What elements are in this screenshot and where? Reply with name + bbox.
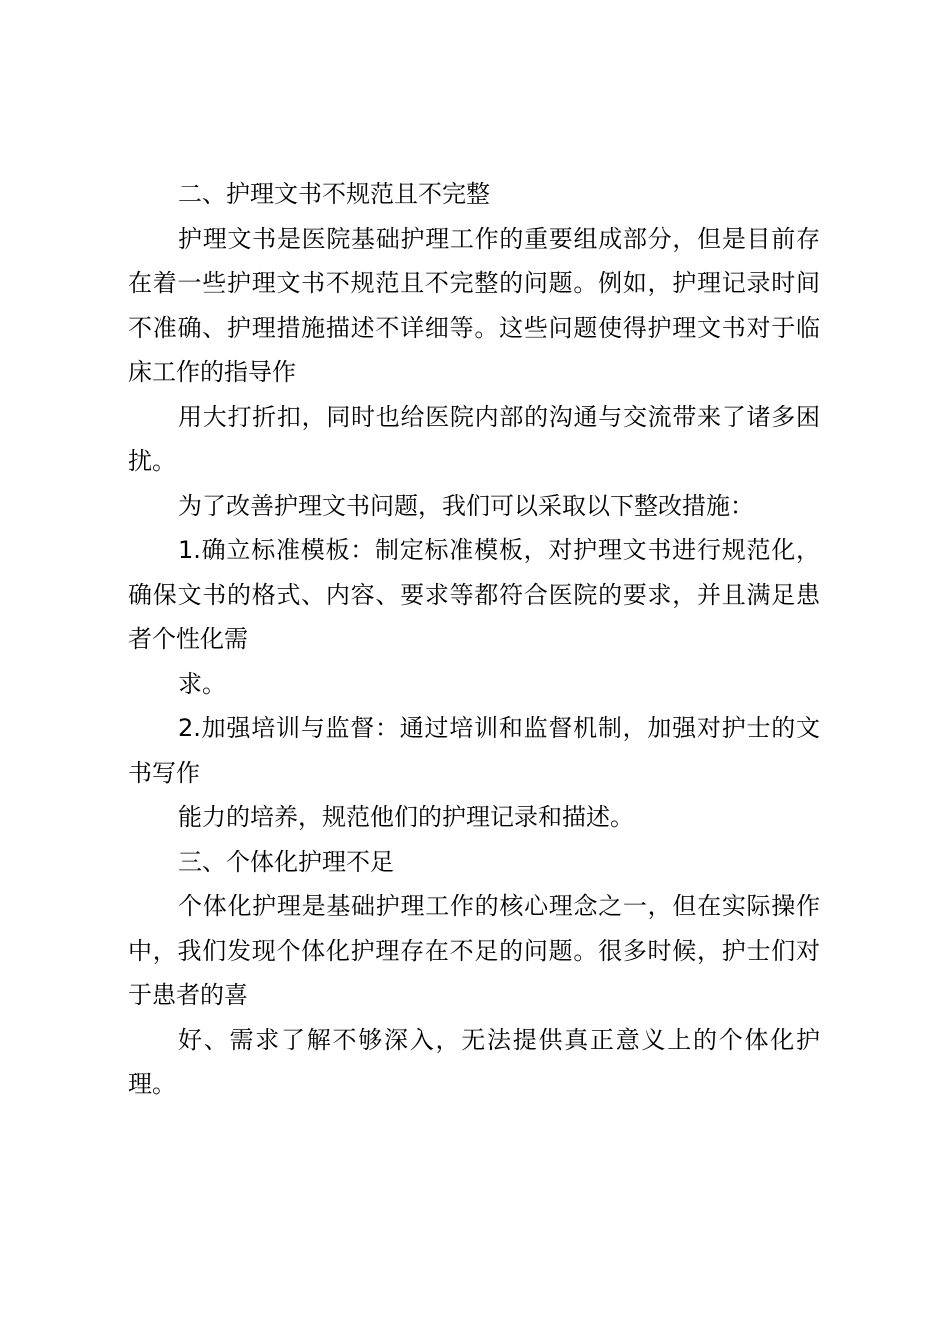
section-heading-2: 二、护理文书不规范且不完整 [178,180,490,208]
list-item-2: 2.加强培训与监督：通过培训和监督机制，加强对护士的文书写作 [128,714,820,787]
paragraph: 护理文书是医院基础护理工作的重要组成部分，但是目前存在着一些护理文书不规范且不完整的问题。例如，护理记录时间不准确、护理措施描述不详细等。这些问题使得护理文书对于临床工作的指导作 [128,224,820,386]
paragraph: 求。 [178,669,226,698]
section-heading-3: 三、个体化护理不足 [178,847,394,876]
list-item-1: 1.确立标准模板：制定标准模板，对护理文书进行规范化，确保文书的格式、内容、要求等都符合医院的要求，并且满足患者个性化需 [128,536,820,653]
document-body [128,172,820,1107]
paragraph: 个体化护理是基础护理工作的核心理念之一，但在实际操作中，我们发现个体化护理存在不足的问题。很多时候，护士们对于患者的喜 [128,892,820,1009]
paragraph: 好、需求了解不够深入，无法提供真正意义上的个体化护理。 [128,1025,820,1098]
paragraph: 用大打折扣，同时也给医院内部的沟通与交流带来了诸多困扰。 [128,402,820,475]
paragraph: 为了改善护理文书问题，我们可以采取以下整改措施： [178,491,754,520]
paragraph: 能力的培养，规范他们的护理记录和描述。 [178,803,634,831]
